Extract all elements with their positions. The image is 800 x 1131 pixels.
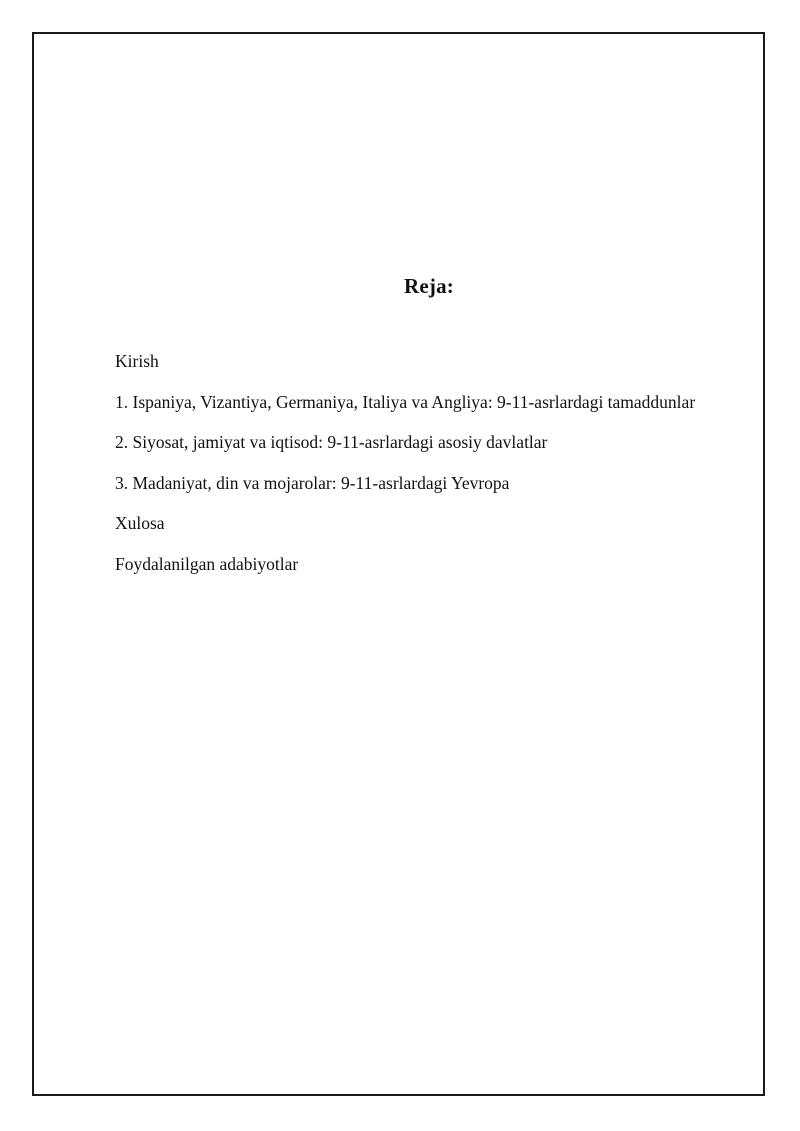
toc-item-introduction: Kirish xyxy=(115,351,159,371)
toc-item-1: 1. Ispaniya, Vizantiya, Germaniya, Italiya va Angliya: 9-11-asrlardagi tamaddunlar xyxy=(115,391,696,412)
page-title: Reja: xyxy=(404,274,454,298)
toc-item-conclusion: Xulosa xyxy=(115,513,165,533)
toc-item-2: 2. Siyosat, jamiyat va iqtisod: 9-11-asrlardagi asosiy davlatlar xyxy=(115,432,548,452)
table-of-contents xyxy=(115,351,695,594)
toc-item-3: 3. Madaniyat, din va mojarolar: 9-11-asrlardagi Yevropa xyxy=(115,472,510,493)
toc-item-references: Foydalanilgan adabiyotlar xyxy=(115,553,299,574)
